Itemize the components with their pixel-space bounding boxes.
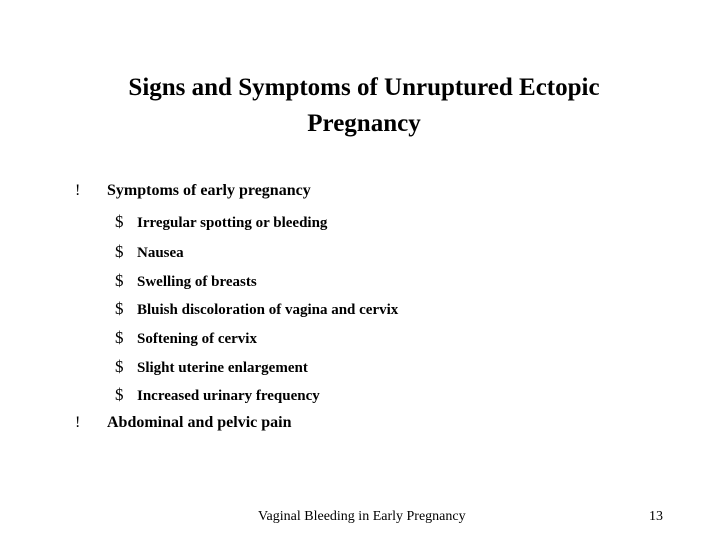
sub-bullet-text: Increased urinary frequency [137,388,320,404]
sub-bullet-marker: $ [115,328,124,347]
page-number: 13 [649,509,663,524]
sub-bullet-item [115,357,308,377]
footer-title: Vaginal Bleeding in Early Pregnancy [258,509,466,524]
slide-title [40,70,688,142]
bullet-item [75,414,292,432]
sub-bullet-item [115,299,398,319]
sub-bullet-text: Softening of cervix [137,331,257,347]
sub-bullet-text: Swelling of breasts [137,274,257,290]
bullet-marker: ! [75,182,81,199]
bullet-text: Abdominal and pelvic pain [107,414,292,431]
sub-bullet-text: Slight uterine enlargement [137,360,308,376]
sub-bullet-marker: $ [115,385,124,404]
sub-bullet-marker: $ [115,271,124,290]
sub-bullet-item [115,328,257,348]
sub-bullet-text: Bluish discoloration of vagina and cervix [137,302,399,318]
sub-bullet-marker: $ [115,299,124,318]
bullet-item [75,182,311,200]
sub-bullet-marker: $ [115,212,124,231]
sub-bullet-item [115,271,257,291]
slide-title-line: Pregnancy [307,110,421,137]
sub-bullet-text: Irregular spotting or bleeding [137,215,328,231]
sub-bullet-text: Nausea [137,245,184,261]
sub-bullet-marker: $ [115,357,124,376]
sub-bullet-item [115,212,327,232]
bullet-marker: ! [75,414,81,431]
bullet-text: Symptoms of early pregnancy [107,182,311,199]
sub-bullet-item [115,242,184,262]
sub-bullet-marker: $ [115,242,124,261]
slide-title-line: Signs and Symptoms of Unruptured Ectopic [128,74,600,101]
sub-bullet-item [115,385,320,405]
